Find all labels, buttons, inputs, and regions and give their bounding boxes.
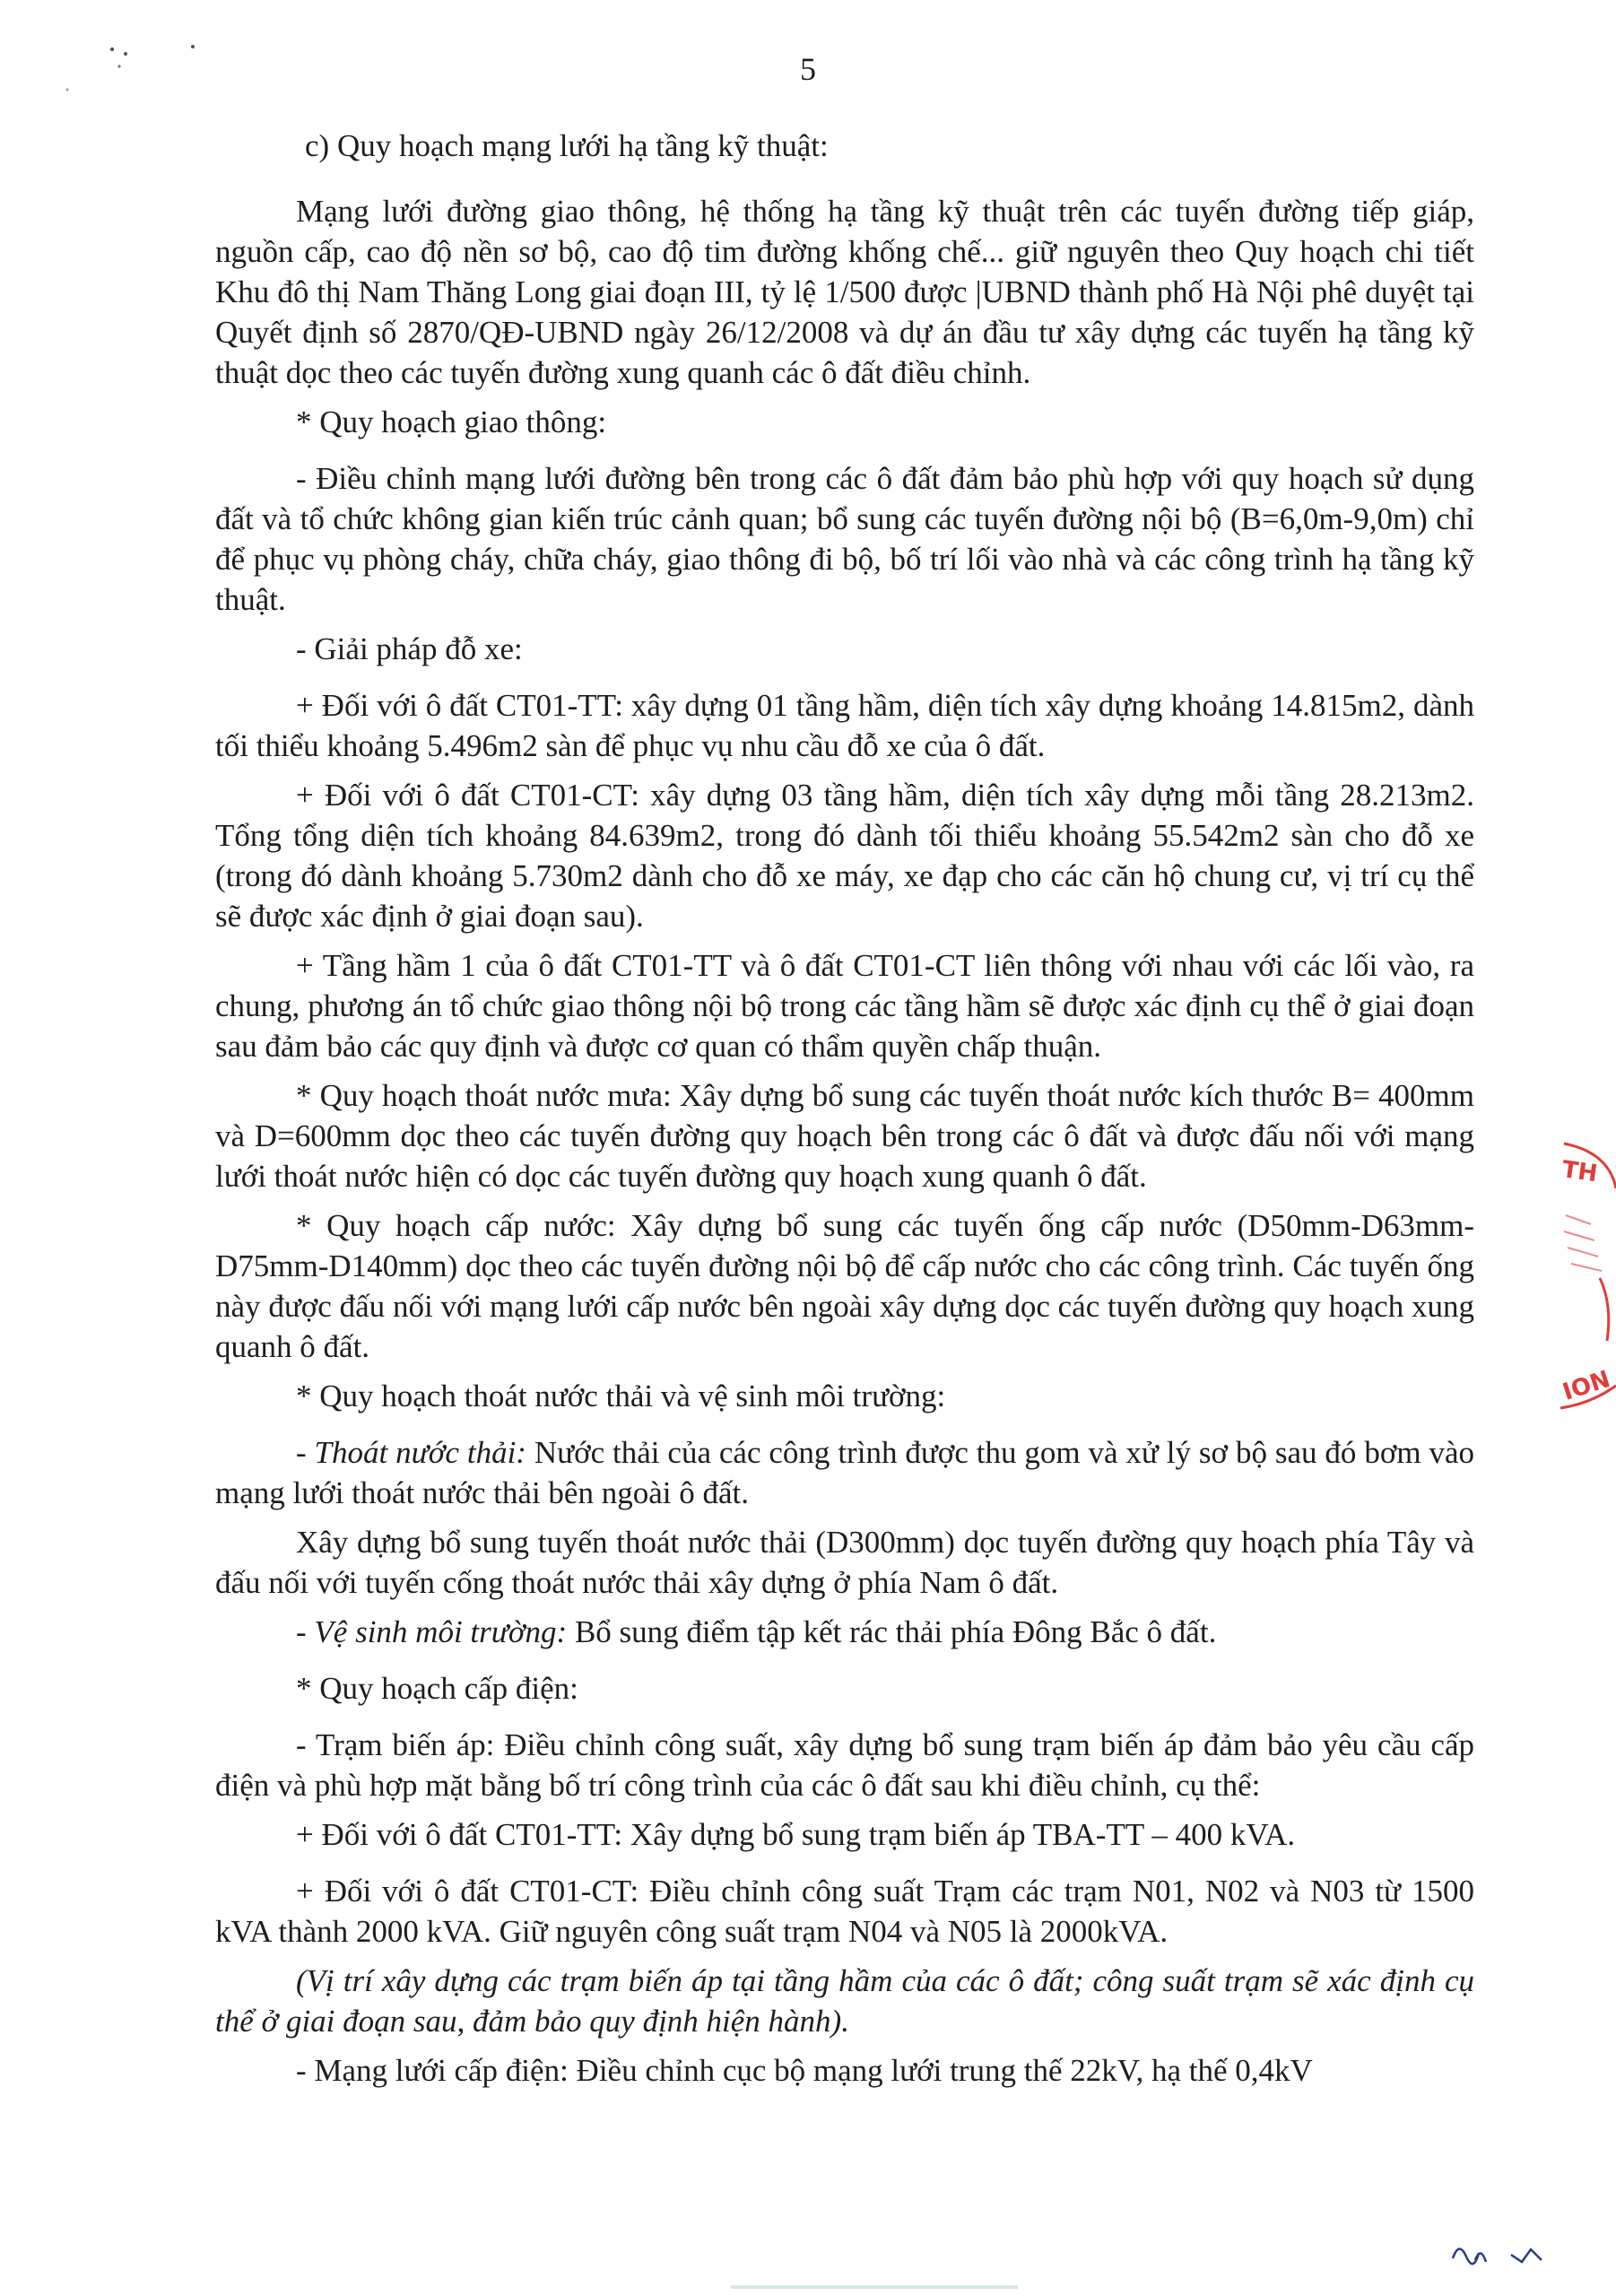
signature-mark (1448, 2233, 1556, 2269)
italic-note: (Vị trí xây dựng các trạm biến áp tại tầng hầm của các ô đất; công suất trạm sẽ xác định cụ thể ở giai đoạn sau, đảm bảo quy định hiện hành). (215, 1963, 1474, 2039)
paragraph: - Trạm biến áp: Điều chỉnh công suất, xây dựng bổ sung trạm biến áp đảm bảo yêu cầu cấp điện và phù hợp mặt bằng bố trí công trình của các ô đất sau khi điều chỉnh, cụ thể: (215, 1727, 1474, 1803)
paragraph-rest: Nước thải của các công trình được thu gom và xử lý sơ bộ sau đó bơm vào mạng lưới thoát nước thải bên ngoài ô đất. (215, 1435, 1474, 1510)
section-heading: c) Quy hoạch mạng lưới hạ tầng kỹ thuật: (305, 128, 829, 163)
subheading: * Quy hoạch thoát nước thải và vệ sinh môi trường: (296, 1378, 946, 1413)
scan-edge-strip (731, 2285, 1018, 2289)
paragraph: + Đối với ô đất CT01-CT: xây dựng 03 tầng hầm, diện tích xây dựng mỗi tầng 28.213m2. Tổng tổng diện tích khoảng 84.639m2, trong đó dành tối thiểu khoảng 55.542m2 sàn cho đỗ xe (trong đó dành khoảng 5.730m2 dành cho đỗ xe máy, xe đạp cho các căn hộ chung cư, vị trí cụ thể sẽ được xác định ở giai đoạn sau). (215, 778, 1474, 934)
italic-lead: - Vệ sinh môi trường: (296, 1614, 568, 1649)
paragraph (215, 1961, 1474, 2041)
italic-lead: - Thoát nước thải: (296, 1435, 526, 1470)
svg-text:ION: ION (1560, 1365, 1614, 1406)
paragraph (215, 1612, 1474, 1652)
paragraph: * Quy hoạch cấp nước: Xây dựng bổ sung các tuyến ống cấp nước (D50mm-D63mm-D75mm-D140mm) dọc theo các tuyến đường nội bộ để cấp nước cho các công trình. Các tuyến ống này được đấu nối với mạng lưới cấp nước bên ngoài xây dựng dọc các tuyến đường quy hoạch xung quanh ô đất. (215, 1208, 1474, 1364)
paragraph: + Đối với ô đất CT01-CT: Điều chỉnh công suất Trạm các trạm N01, N02 và N03 từ 1500 kVA thành 2000 kVA. Giữ nguyên công suất trạm N04 và N05 là 2000kVA. (215, 1874, 1474, 1949)
page-number: 5 (800, 51, 816, 87)
svg-text:TH: TH (1560, 1156, 1600, 1188)
paragraph (215, 1432, 1474, 1513)
paragraph: Xây dựng bổ sung tuyến thoát nước thải (D300mm) dọc tuyến đường quy hoạch phía Tây và đấu nối với tuyến cống thoát nước thải xây dựng ở phía Nam ô đất. (215, 1525, 1474, 1600)
paragraph-rest: Bổ sung điểm tập kết rác thải phía Đông Bắc ô đất. (567, 1614, 1217, 1649)
subheading: * Quy hoạch giao thông: (296, 404, 607, 439)
paragraph: - Mạng lưới cấp điện: Điều chỉnh cục bộ mạng lưới trung thế 22kV, hạ thế 0,4kV (296, 2053, 1313, 2088)
stamp-fragment (1555, 1126, 1616, 1422)
paragraph: + Đối với ô đất CT01-TT: Xây dựng bổ sung trạm biến áp TBA-TT – 400 kVA. (296, 1817, 1296, 1852)
document-body (215, 126, 1474, 2100)
paragraph: * Quy hoạch thoát nước mưa: Xây dựng bổ sung các tuyến thoát nước kích thước B= 400mm và D=600mm dọc theo các tuyến đường quy hoạch bên trong các ô đất và được đấu nối với mạng lưới thoát nước hiện có dọc các tuyến đường quy hoạch xung quanh ô đất. (215, 1078, 1474, 1194)
paragraph: + Tầng hầm 1 của ô đất CT01-TT và ô đất CT01-CT liên thông với nhau với các lối vào, ra chung, phương án tổ chức giao thông nội bộ trong các tầng hầm sẽ được xác định cụ thể ở giai đoạn sau đảm bảo các quy định và được cơ quan có thẩm quyền chấp thuận. (215, 948, 1474, 1064)
subheading: * Quy hoạch cấp điện: (296, 1671, 578, 1706)
paragraph: - Điều chỉnh mạng lưới đường bên trong các ô đất đảm bảo phù hợp với quy hoạch sử dụng đất và tổ chức không gian kiến trúc cảnh quan; bổ sung các tuyến đường nội bộ (B=6,0m-9,0m) chỉ để phục vụ phòng cháy, chữa cháy, giao thông đi bộ, bố trí lối vào nhà và các công trình hạ tầng kỹ thuật. (215, 461, 1474, 617)
paragraph: + Đối với ô đất CT01-TT: xây dựng 01 tầng hầm, diện tích xây dựng khoảng 14.815m2, dành tối thiểu khoảng 5.496m2 sàn để phục vụ nhu cầu đỗ xe của ô đất. (215, 688, 1474, 763)
paragraph: Mạng lưới đường giao thông, hệ thống hạ tầng kỹ thuật trên các tuyến đường tiếp giáp, nguồn cấp, cao độ nền sơ bộ, cao độ tim đường khống chế... giữ nguyên theo Quy hoạch chi tiết Khu đô thị Nam Thăng Long giai đoạn III, tỷ lệ 1/500 được |UBND thành phố Hà Nội phê duyệt tại Quyết định số 2870/QĐ-UBND ngày 26/12/2008 và dự án đầu tư xây dựng các tuyến hạ tầng kỹ thuật dọc theo các tuyến đường xung quanh các ô đất điều chỉnh. (215, 194, 1474, 390)
subheading: - Giải pháp đỗ xe: (296, 631, 523, 666)
